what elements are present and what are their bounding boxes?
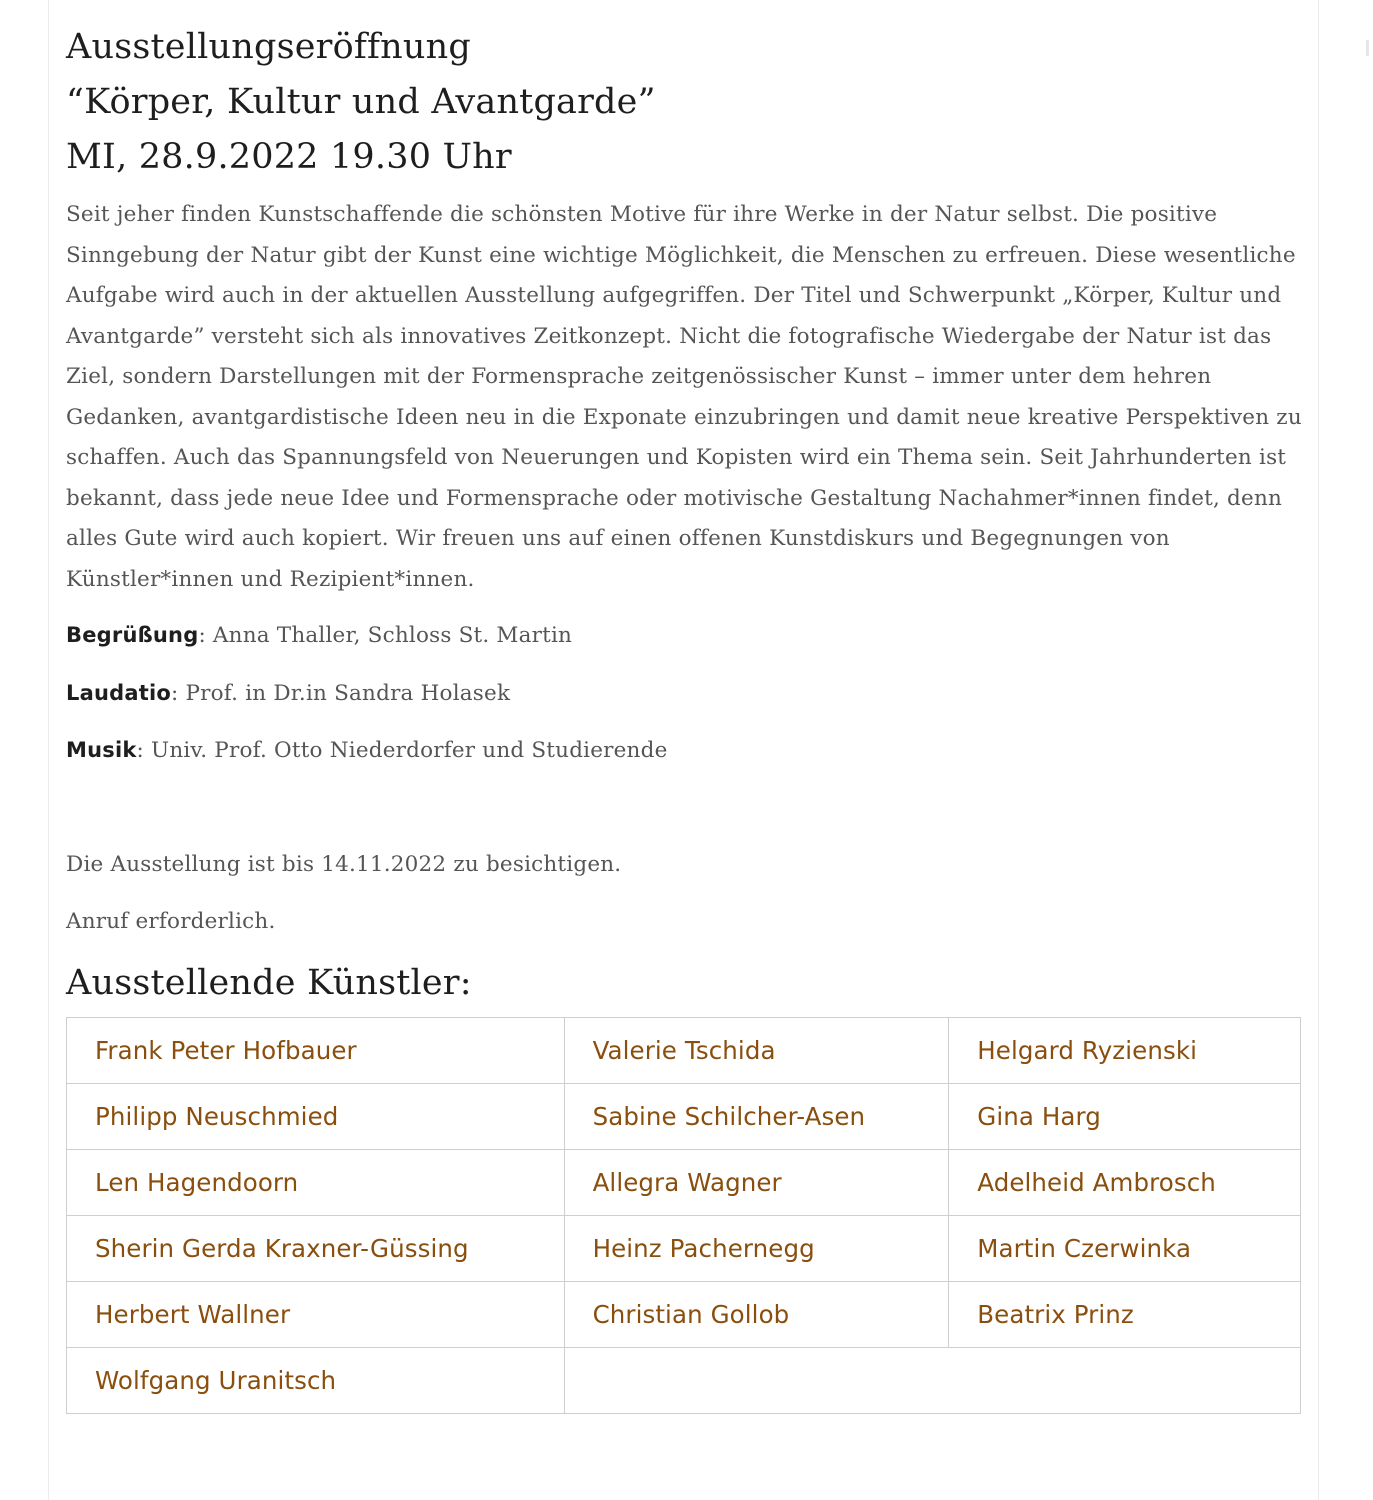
table-cell [564, 1083, 949, 1149]
table-cell [564, 1215, 949, 1281]
event-title-line-1: Ausstellungseröffnung [66, 27, 472, 67]
table-cell [949, 1149, 1301, 1215]
exhibition-until-note: Die Ausstellung ist bis 14.11.2022 zu besichtigen. [66, 851, 622, 877]
scrollbar-edge [1366, 40, 1369, 56]
table-cell [949, 1215, 1301, 1281]
artist-link[interactable]: Christian Gollob [592, 1299, 790, 1329]
credit-greeting-value: : Anna Thaller, Schloss St. Martin [198, 623, 573, 648]
table-row [67, 1149, 1301, 1215]
table-row [67, 1347, 1301, 1413]
table-cell [949, 1017, 1301, 1083]
table-cell [67, 1083, 565, 1149]
table-cell [949, 1083, 1301, 1149]
artist-link[interactable]: Valerie Tschida [592, 1035, 776, 1065]
artist-link[interactable]: Allegra Wagner [592, 1167, 782, 1197]
table-cell [67, 1215, 565, 1281]
event-title-line-2: “Körper, Kultur und Avantgarde” [66, 82, 656, 122]
table-cell [67, 1017, 565, 1083]
artist-link[interactable]: Wolfgang Uranitsch [95, 1365, 337, 1395]
artists-heading: Ausstellende Künstler: [66, 962, 472, 1003]
credit-greeting [66, 614, 1306, 658]
table-row [67, 1215, 1301, 1281]
credit-laudatio-label: Laudatio [66, 680, 171, 705]
table-cell [564, 1149, 949, 1215]
table-row [67, 1083, 1301, 1149]
credit-greeting-label: Begrüßung [66, 623, 199, 647]
credit-laudatio-value: : Prof. in Dr.in Sandra Holasek [170, 680, 511, 706]
artist-link[interactable]: Gina Harg [977, 1101, 1101, 1131]
artist-link[interactable]: Helgard Ryzienski [977, 1035, 1198, 1065]
artist-link[interactable]: Heinz Pachernegg [592, 1233, 815, 1263]
credit-music [66, 729, 1306, 773]
event-description: Seit jeher finden Kunstschaffende die schönsten Motive für ihre Werke in der Natur selbst. Die positive Sinngebung der Natur gibt der Kunst eine wichtige Möglichkeit, die Menschen zu erfreuen. Diese wesentliche Aufgabe wird auch in der aktuellen Ausstellung aufgegriffen. Der Titel und Schwerpunkt „Körper, Kultur und Avantgarde” versteht sich als innovatives Zeitkonzept. Nicht die fotografische Wiedergabe der Natur ist das Ziel, sondern Darstellungen mit der Formensprache zeitgenössischer Kunst – immer unter dem hehren Gedanken, avantgardistische Ideen neu in die Exponate einzubringen und damit neue kreative Perspektiven zu schaffen. Auch das Spannungsfeld von Neuerungen und Kopisten wird ein Thema sein. Seit Jahrhunderten ist bekannt, dass jede neue Idee und Formensprache oder motivische Gestaltung Nachahmer*innen findet, denn alles Gute wird auch kopiert. Wir freuen uns auf einen offenen Kunstdiskurs und Begegnungen von Künstler*innen und Rezipient*innen. [66, 202, 1302, 592]
event-title [66, 20, 1306, 185]
table-cell [564, 1017, 949, 1083]
artist-link[interactable]: Beatrix Prinz [977, 1299, 1134, 1329]
artist-link[interactable]: Herbert Wallner [95, 1299, 291, 1329]
artist-link[interactable]: Adelheid Ambrosch [977, 1167, 1216, 1197]
artist-link[interactable]: Martin Czerwinka [977, 1233, 1192, 1263]
empty-table-cell [564, 1347, 1300, 1413]
table-cell [67, 1281, 565, 1347]
artist-link[interactable]: Frank Peter Hofbauer [95, 1035, 357, 1065]
credit-music-label: Musik [66, 738, 137, 762]
table-cell [67, 1347, 565, 1413]
table-cell [564, 1281, 949, 1347]
call-required-note: Anruf erforderlich. [66, 909, 276, 934]
article-content [66, 20, 1306, 1414]
empty-paragraph [66, 773, 1306, 843]
table-row [67, 1017, 1301, 1083]
artist-link[interactable]: Sabine Schilcher-Asen [592, 1101, 866, 1131]
table-cell [949, 1281, 1301, 1347]
table-row [67, 1281, 1301, 1347]
credit-music-value: : Univ. Prof. Otto Niederdorfer und Studierende [136, 738, 668, 763]
event-date-time: MI, 28.9.2022 19.30 Uhr [66, 137, 512, 177]
artist-link[interactable]: Philipp Neuschmied [95, 1101, 339, 1131]
artist-link[interactable]: Sherin Gerda Kraxner-Güssing [95, 1233, 469, 1263]
artist-link[interactable]: Len Hagendoorn [95, 1167, 299, 1197]
artists-table [66, 1017, 1301, 1414]
table-cell [67, 1149, 565, 1215]
credit-laudatio [66, 672, 1306, 716]
